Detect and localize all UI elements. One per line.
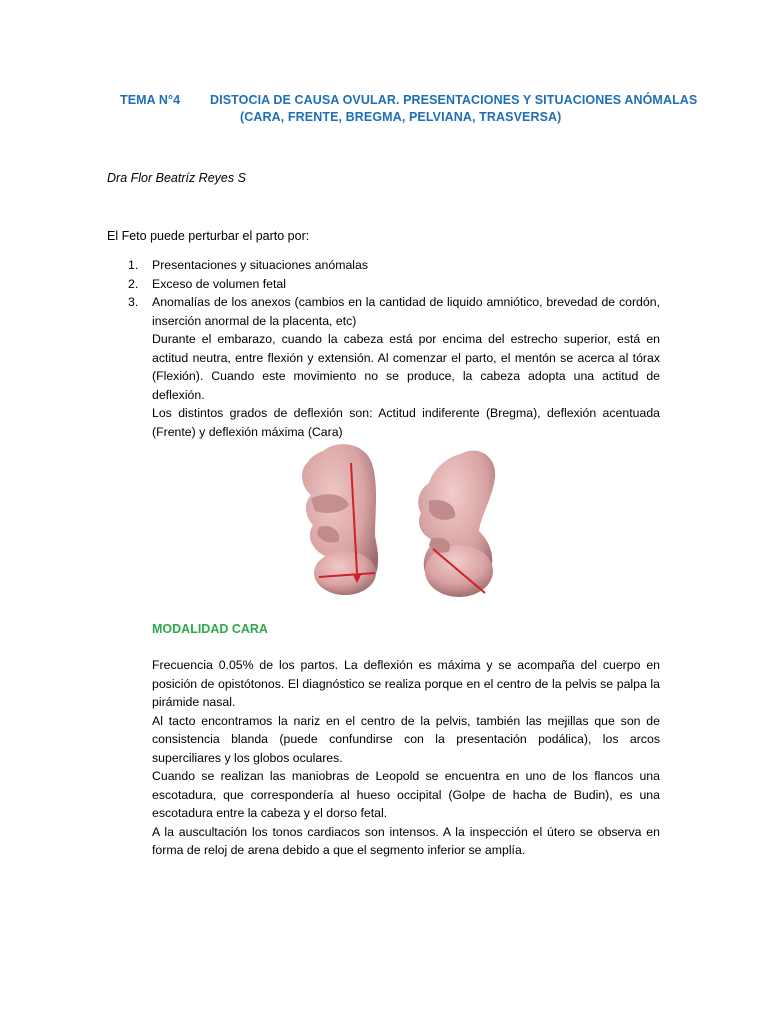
document-title-line-2: (CARA, FRENTE, BREGMA, PELVIANA, TRASVERSA)	[240, 110, 562, 124]
body-paragraph: Cuando se realizan las maniobras de Leopold se encuentra en uno de los flancos una escotadura, que correspondería al hueso occipital (Golpe de hacha de Budin), es una escotadura entre la cabeza y el dorso fetal.	[152, 769, 660, 820]
fetus-left-illustration	[302, 444, 378, 595]
document-title-line-1: DISTOCIA DE CAUSA OVULAR. PRESENTACIONES Y SITUACIONES ANÓMALAS	[210, 93, 698, 107]
list-item	[128, 275, 660, 294]
list-item-number: 1.	[128, 258, 139, 272]
list-item	[128, 256, 660, 275]
topic-label: TEMA N°4	[120, 93, 181, 107]
list-item	[128, 293, 660, 441]
list-item-text: Presentaciones y situaciones anómalas	[152, 258, 369, 272]
fetus-deflexion-figure	[283, 441, 531, 601]
list-item-text: Anomalías de los anexos (cambios en la cantidad de liquido amniótico, brevedad de cordón, inserción anormal de la placenta, etc)	[152, 295, 660, 328]
fetus-right-illustration	[418, 450, 495, 597]
list-item-number: 3.	[128, 295, 139, 309]
body-paragraph: A la auscultación los tonos cardiacos son intensos. A la inspección el útero se observa en forma de reloj de arena debido a que el segmento inferior se amplía.	[152, 824, 660, 857]
numbered-list	[128, 256, 660, 441]
list-item-text: Exceso de volumen fetal	[152, 276, 286, 291]
section-heading: MODALIDAD CARA	[152, 622, 268, 636]
list-item-number: 2.	[128, 276, 139, 291]
list-continuation-paragraph: Durante el embarazo, cuando la cabeza está por encima del estrecho superior, está en actitud neutra, entre flexión y extensión. Al comenzar el parto, el mentón se acerca al tórax (Flexión). Cuando este movimiento no se produce, la cabeza adopta una actitud de deflexión.	[152, 332, 660, 402]
body-paragraph: Frecuencia 0.05% de los partos. La deflexión es máxima y se acompaña del cuerpo en posición de opistótonos. El diagnóstico se realiza porque en el centro de la pelvis se palpa la pirámide nasal.	[152, 658, 660, 709]
list-continuation-paragraph: Los distintos grados de deflexión son: Actitud indiferente (Bregma), deflexión acentuada (Frente) y deflexión máxima (Cara)	[152, 406, 660, 439]
section-body	[152, 656, 660, 860]
body-paragraph: Al tacto encontramos la nariz en el centro de la pelvis, también las mejillas que son de consistencia blanda (puede confundirse con la presentación podálica), los arcos superciliares y los globos oculares.	[152, 713, 660, 765]
intro-text: El Feto puede perturbar el parto por:	[107, 229, 310, 243]
author-name: Dra Flor Beatríz Reyes S	[107, 171, 246, 185]
